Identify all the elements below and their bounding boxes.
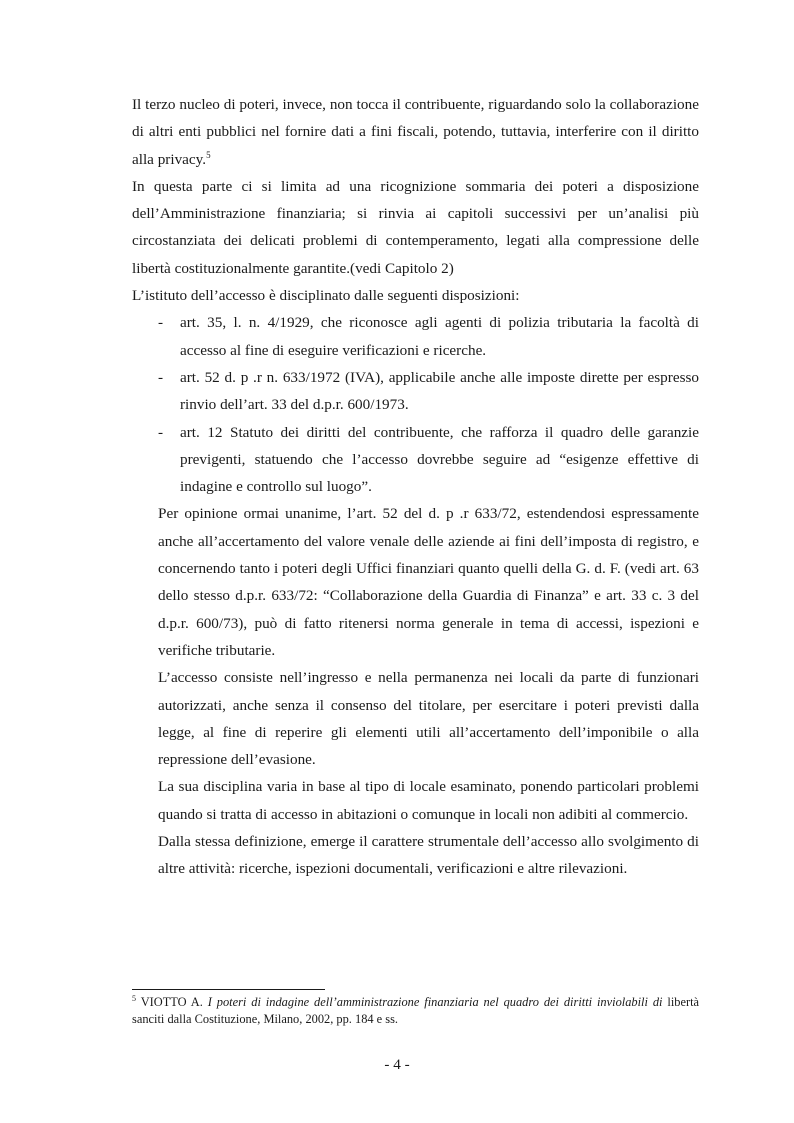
paragraph-intro-text: Il terzo nucleo di poteri, invece, non tocca il contribuente, riguardando solo la collaborazione di altri enti pubblici nel fornire dati a fini fiscali, potendo, tuttavia, interferire con il diritto alla privacy. — [132, 96, 699, 168]
paragraph-access-definition: L’accesso consiste nell’ingresso e nella permanenza nei locali da parte di funzionari autorizzati, anche senza il consenso del titolare, per esercitare i poteri previsti dalla legge, al fine di reperire gli elementi utili all’accertamento dell’imponibile o alla repressione dell’evasione. — [158, 669, 699, 769]
provisions-list — [132, 309, 699, 500]
page-body — [132, 91, 699, 883]
footnote — [132, 994, 699, 1027]
list-item — [132, 364, 699, 419]
footnote-reference: 5 — [206, 149, 211, 160]
list-item — [132, 309, 699, 364]
footnote-title: I poteri di indagine dell’amministrazione finanziaria nel quadro dei diritti inviolabili di — [207, 995, 663, 1009]
paragraph-intro — [132, 91, 699, 173]
list-dash: - — [158, 423, 164, 441]
footnote-rest: libertà sanciti dalla Costituzione, Milano, 2002, pp. 184 e ss. — [132, 995, 700, 1026]
paragraph-discipline: La sua disciplina varia in base al tipo di locale esaminato, ponendo particolari problemi quando si tratta di accesso in abitazioni o comunque in locali non adibiti al commercio. — [158, 778, 699, 823]
paragraph-instrumental: Dalla stessa definizione, emerge il carattere strumentale dell’accesso allo svolgimento di altre attività: ricerche, ispezioni documentali, verificazioni e altre rilevazioni. — [158, 833, 699, 878]
list-item-text: art. 35, l. n. 4/1929, che riconosce agli agenti di polizia tributaria la facoltà di accesso al fine di eseguire verificazioni e ricerche. — [180, 314, 699, 359]
paragraph-access-rules-intro: L’istituto dell’accesso è disciplinato dalle seguenti disposizioni: — [132, 287, 520, 305]
list-dash: - — [158, 314, 164, 332]
page-number: - 4 - — [384, 1056, 410, 1073]
paragraph-scope: In questa parte ci si limita ad una ricognizione sommaria dei poteri a disposizione dell’Amministrazione finanziaria; si rinvia ai capitoli successivi per un’analisi più circostanziata dei delicati problemi di contemperamento, legati alla compressione delle libertà costituzionalmente garantite.(vedi Capitolo 2) — [132, 177, 699, 277]
list-item-text: art. 12 Statuto dei diritti del contribuente, che rafforza il quadro delle garanzie previgenti, statuendo che l’accesso dovrebbe seguire ad “esigenze effettive di indagine e controllo sul luogo”. — [180, 423, 699, 496]
list-dash: - — [158, 368, 164, 386]
list-item — [132, 419, 699, 501]
paragraph-general-rule: Per opinione ormai unanime, l’art. 52 del d. p .r 633/72, estendendosi espressamente anche all’accertamento del valore venale delle aziende ai fini dell’imposta di registro, e concernendo tanto i poteri degli Uffici finanziari quanto quelli della G. d. F. (vedi art. 63 dello stesso d.p.r. 633/72: “Collaborazione della Guardia di Finanza” e art. 33 c. 3 del d.p.r. 600/73), può di fatto ritenersi norma generale in tema di accessi, ispezioni e verifiche tributarie. — [158, 505, 699, 659]
footnote-separator — [132, 989, 325, 990]
footnote-number: 5 — [132, 993, 136, 1003]
footnote-author: VIOTTO A. — [140, 995, 203, 1009]
list-item-text: art. 52 d. p .r n. 633/1972 (IVA), applicabile anche alle imposte dirette per espresso rinvio dell’art. 33 del d.p.r. 600/1973. — [180, 368, 699, 414]
